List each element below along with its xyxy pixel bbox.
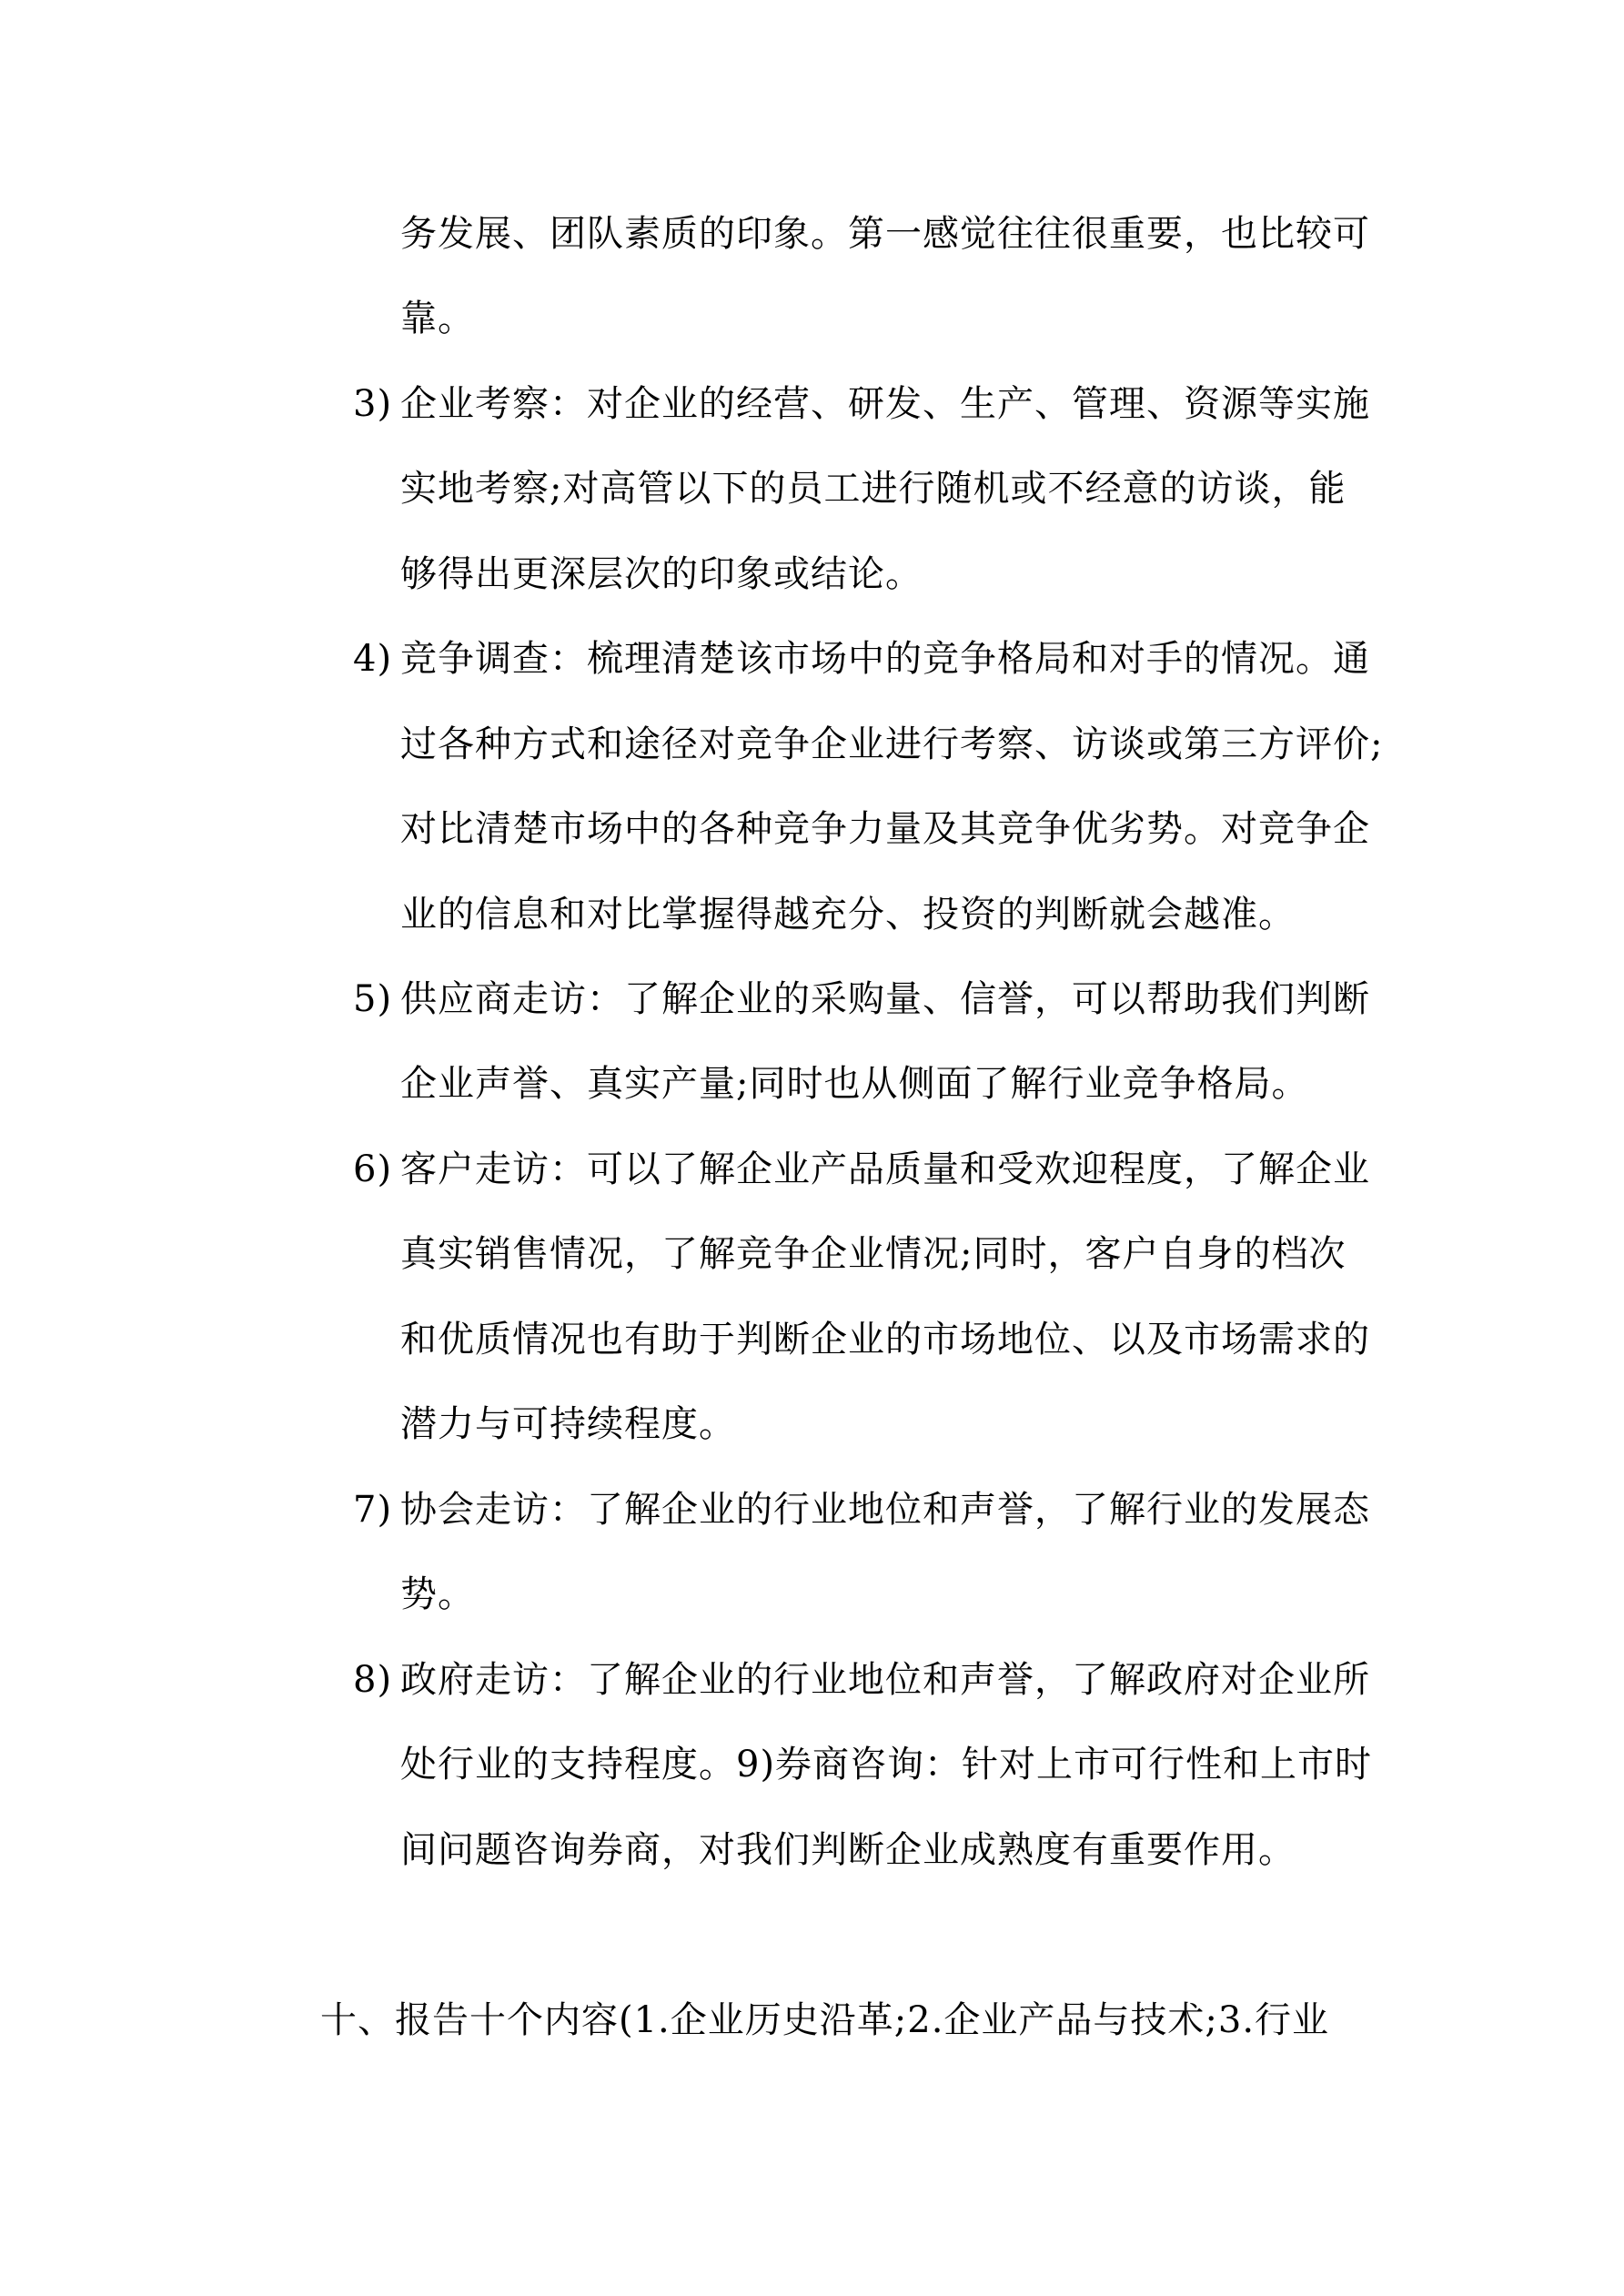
list-item-line: 竞争调查：梳理清楚该市场中的竞争格局和对手的情况。通 (400, 638, 1370, 680)
list-item-line: 真实销售情况，了解竞争企业情况;同时，客户自身的档次 (400, 1233, 1347, 1275)
list-item-line: 企业声誉、真实产量;同时也从侧面了解行业竞争格局。 (400, 1063, 1309, 1105)
list-item-line: 政府走访：了解企业的行业地位和声誉，了解政府对企业所 (400, 1659, 1370, 1701)
paragraph-line: 务发展、团队素质的印象。第一感觉往往很重要，也比较可 (400, 213, 1370, 255)
list-item-number: 4) (353, 638, 393, 680)
section-heading: 十、报告十个内容(1.企业历史沿革;2.企业产品与技术;3.行业 (320, 1999, 1330, 2041)
list-item-number: 6) (353, 1148, 393, 1190)
list-item-number: 8) (353, 1659, 393, 1701)
list-item-line: 够得出更深层次的印象或结论。 (400, 553, 923, 595)
list-item-number: 5) (353, 978, 393, 1020)
list-item-line: 企业考察：对企业的经营、研发、生产、管理、资源等实施 (400, 383, 1370, 425)
list-item-number: 7) (353, 1489, 393, 1531)
list-item-line: 客户走访：可以了解企业产品质量和受欢迎程度，了解企业 (400, 1148, 1370, 1190)
list-item-line: 和优质情况也有助于判断企业的市场地位、以及市场需求的 (400, 1319, 1370, 1360)
list-item-line: 供应商走访：了解企业的采购量、信誉，可以帮助我们判断 (400, 978, 1370, 1020)
list-item-number: 3) (353, 383, 393, 425)
list-item-line: 潜力与可持续程度。 (400, 1403, 736, 1445)
list-item-line: 业的信息和对比掌握得越充分、投资的判断就会越准。 (400, 894, 1296, 936)
list-item-line: 势。 (400, 1573, 475, 1615)
list-item-line: 实地考察;对高管以下的员工进行随机或不经意的访谈，能 (400, 468, 1347, 510)
list-item-line: 间问题咨询券商，对我们判断企业成熟度有重要作用。 (400, 1829, 1296, 1871)
list-item-line: 处行业的支持程度。9)券商咨询：针对上市可行性和上市时 (400, 1744, 1373, 1785)
paragraph-line: 靠。 (400, 298, 475, 339)
list-item-line: 过各种方式和途径对竞争企业进行考察、访谈或第三方评价; (400, 723, 1384, 765)
list-item-line: 对比清楚市场中的各种竞争力量及其竞争优劣势。对竞争企 (400, 808, 1370, 850)
list-item-line: 协会走访：了解企业的行业地位和声誉，了解行业的发展态 (400, 1489, 1370, 1531)
